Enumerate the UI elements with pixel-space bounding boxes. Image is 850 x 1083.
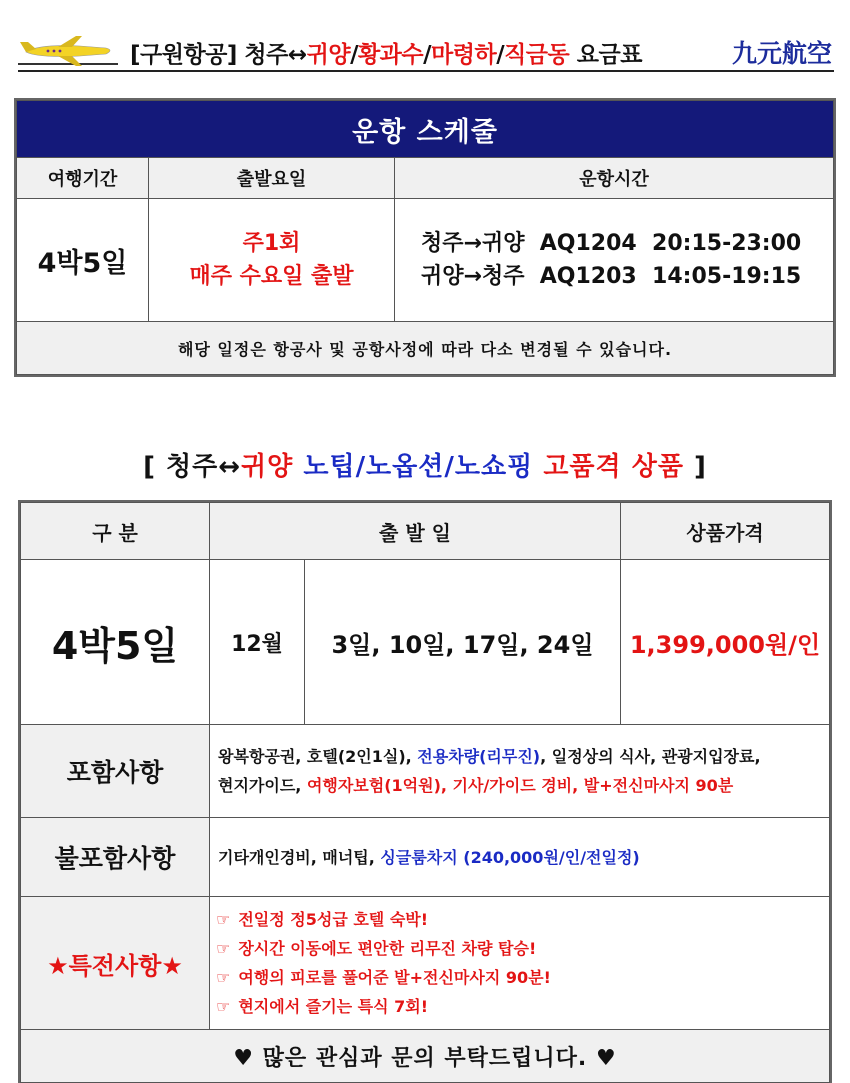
schedule-banner: 운항 스케줄 [17, 101, 834, 158]
airplane-icon [18, 36, 118, 68]
footer-message: ♥ 많은 관심과 문의 부탁드립니다. ♥ [21, 1030, 830, 1083]
schedule-table [16, 100, 834, 375]
schedule-note: 해당 일정은 항공사 및 공항사정에 따라 다소 변경될 수 있습니다. [17, 322, 834, 375]
included-items: 왕복항공권, 호텔(2인1실), 전용차량(리무진), 일정상의 식사, 관광지입장료, 현지가이드, 여행자보험(1억원), 기사/가이드 경비, 발+전신마사지 90분 [210, 725, 830, 818]
document-title: [구원항공] 청주↔귀양/황과수/마령하/직금동 요금표 [130, 42, 642, 68]
flight-return: 귀양→청주 AQ1203 14:05-19:15 [421, 264, 802, 289]
special-label: ★특전사항★ [21, 897, 210, 1030]
airline-logo: 九元航空 [731, 39, 832, 68]
header-divider [18, 70, 834, 72]
col-price: 상품가격 [621, 503, 830, 560]
pointing-hand-icon: ☞ [216, 939, 231, 958]
col-departure-day: 출발요일 [149, 158, 395, 199]
page-header [18, 32, 834, 72]
product-title: [ 청주↔귀양 노팁/노옵션/노쇼핑 고품격 상품 ] [143, 452, 707, 482]
included-label: 포함사항 [21, 725, 210, 818]
excluded-items: 기타개인경비, 매너팁, 싱글룸차지 (240,000원/인/전일정) [210, 818, 830, 897]
col-departure-date: 출 발 일 [210, 503, 621, 560]
excluded-label: 불포함사항 [21, 818, 210, 897]
list-item: ☞ 장시간 이동에도 편안한 리무진 차량 탑승! [216, 939, 537, 958]
product-price: 1,399,000원/인 [621, 560, 830, 725]
departure-month: 12월 [210, 560, 305, 725]
departure-dates: 3일, 10일, 17일, 24일 [305, 560, 621, 725]
pointing-hand-icon: ☞ [216, 968, 231, 987]
product-duration: 4박5일 [21, 560, 210, 725]
schedule-frequency [149, 199, 395, 322]
list-item: ☞ 여행의 피로를 풀어준 발+전신마사지 90분! [216, 968, 551, 987]
frequency-day: 매주 수요일 출발 [189, 264, 354, 289]
pointing-hand-icon: ☞ [216, 910, 231, 929]
pointing-hand-icon: ☞ [216, 997, 231, 1016]
col-category: 구 분 [21, 503, 210, 560]
list-item: ☞ 전일정 정5성급 호텔 숙박! [216, 910, 429, 929]
special-items [210, 897, 830, 1030]
list-item: ☞ 현지에서 즐기는 특식 7회! [216, 997, 429, 1016]
product-table [20, 502, 830, 1083]
schedule-duration: 4박5일 [17, 199, 149, 322]
col-travel-period: 여행기간 [17, 158, 149, 199]
col-flight-time: 운항시간 [395, 158, 834, 199]
schedule-flights [395, 199, 834, 322]
flight-outbound: 청주→귀양 AQ1204 20:15-23:00 [421, 231, 802, 256]
frequency-weekly: 주1회 [242, 231, 301, 256]
